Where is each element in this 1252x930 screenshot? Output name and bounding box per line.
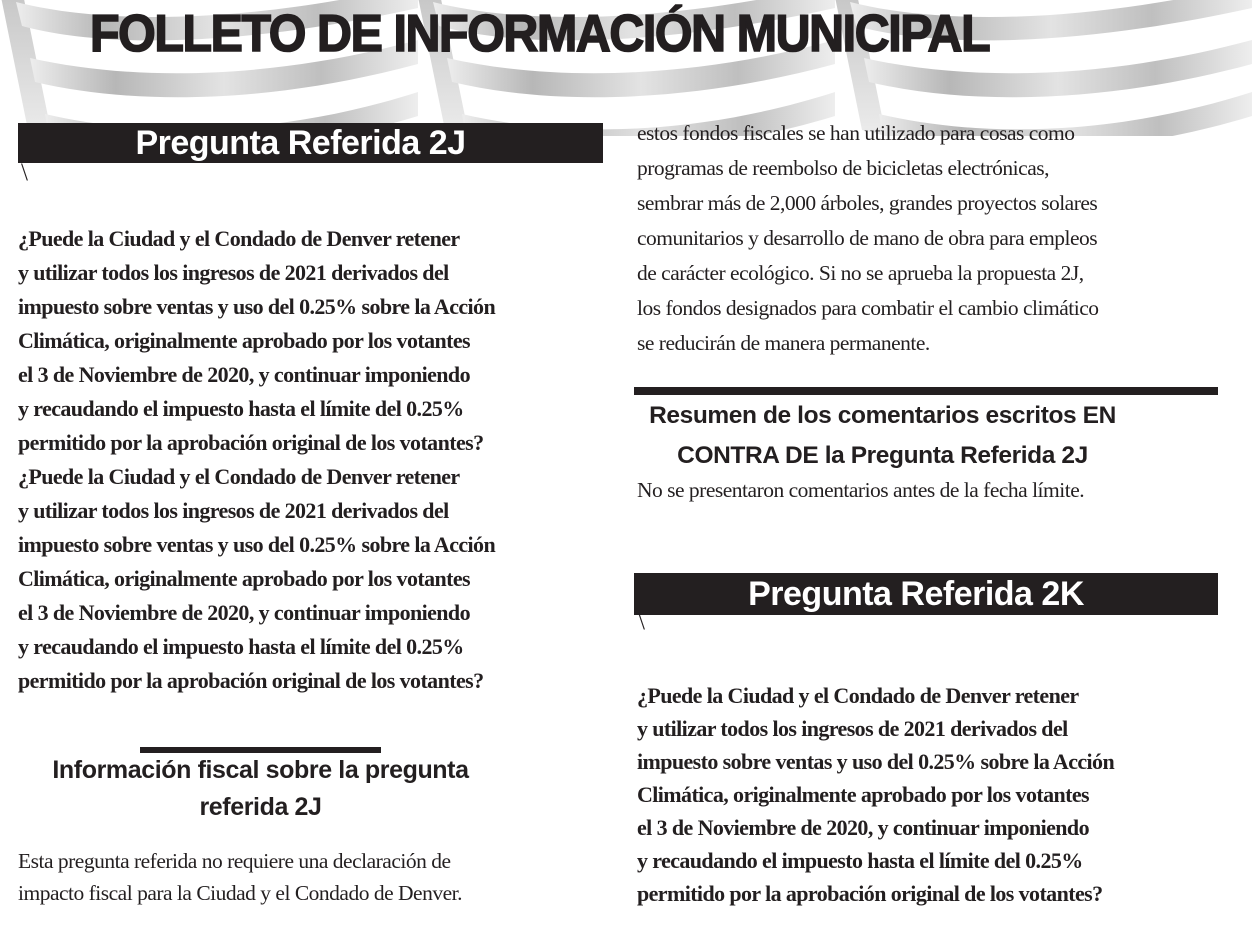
text-line: Climática, originalmente aprobado por los votantes (18, 328, 470, 353)
text-line: el 3 de Noviembre de 2020, y continuar imponiendo (18, 600, 470, 625)
fiscal-info-heading (18, 752, 503, 826)
text-line: Climática, originalmente aprobado por los votantes (18, 566, 470, 591)
stray-backslash-2k: \ (638, 608, 645, 635)
text-line: ¿Puede la Ciudad y el Condado de Denver retener (18, 464, 460, 489)
page-title: FOLLETO DE INFORMACIÓN MUNICIPAL (90, 5, 990, 63)
text-line: y recaudando el impuesto hasta el límite del 0.25% (18, 396, 464, 421)
ballot-question-2j-text (18, 222, 495, 698)
text-line: los fondos designados para combatir el cambio climático (637, 296, 1099, 320)
text-line: comunitarios y desarrollo de mano de obra para empleos (637, 226, 1098, 250)
section-header-2k-label: Pregunta Referida 2K (748, 574, 1084, 613)
fiscal-info-text (18, 845, 462, 909)
text-line: permitido por la aprobación original de los votantes? (18, 668, 484, 693)
text-line: impacto fiscal para la Ciudad y el Condado de Denver. (18, 881, 462, 905)
text-line: Esta pregunta referida no requiere una declaración de (18, 849, 451, 873)
section-header-2j-label: Pregunta Referida 2J (135, 123, 466, 162)
text-line: estos fondos fiscales se han utilizado para cosas como (637, 121, 1075, 145)
comments-continuation-text (637, 116, 1099, 361)
text-line: Información fiscal sobre la pregunta (52, 756, 469, 784)
text-line: Resumen de los comentarios escritos EN (649, 402, 1116, 429)
text-line: y utilizar todos los ingresos de 2021 derivados del (18, 260, 449, 285)
text-line: permitido por la aprobación original de los votantes? (18, 430, 484, 455)
text-line: No se presentaron comentarios antes de la fecha límite. (637, 478, 1085, 502)
against-comments-rule (634, 387, 1218, 395)
text-line: referida 2J (199, 793, 322, 821)
text-line: ¿Puede la Ciudad y el Condado de Denver retener (637, 683, 1079, 708)
text-line: y utilizar todos los ingresos de 2021 derivados del (18, 498, 449, 523)
text-line: impuesto sobre ventas y uso del 0.25% sobre la Acción (18, 294, 496, 319)
against-comments-text (637, 474, 1084, 506)
text-line: permitido por la aprobación original de los votantes? (637, 881, 1103, 906)
against-comments-heading (635, 396, 1130, 476)
text-line: de carácter ecológico. Si no se aprueba la propuesta 2J, (637, 261, 1084, 285)
ballot-question-2k-text (637, 679, 1114, 910)
text-line: se reducirán de manera permanente. (637, 331, 930, 355)
text-line: ¿Puede la Ciudad y el Condado de Denver retener (18, 226, 460, 251)
section-header-2k (634, 573, 1218, 615)
text-line: programas de reembolso de bicicletas electrónicas, (637, 156, 1049, 180)
text-line: CONTRA DE la Pregunta Referida 2J (677, 442, 1088, 469)
text-line: el 3 de Noviembre de 2020, y continuar imponiendo (637, 815, 1089, 840)
section-header-2j (18, 123, 603, 163)
text-line: y recaudando el impuesto hasta el límite del 0.25% (637, 848, 1083, 873)
text-line: Climática, originalmente aprobado por los votantes (637, 782, 1089, 807)
text-line: impuesto sobre ventas y uso del 0.25% sobre la Acción (637, 749, 1115, 774)
text-line: impuesto sobre ventas y uso del 0.25% sobre la Acción (18, 532, 496, 557)
text-line: sembrar más de 2,000 árboles, grandes proyectos solares (637, 191, 1098, 215)
text-line: el 3 de Noviembre de 2020, y continuar imponiendo (18, 362, 470, 387)
text-line: y recaudando el impuesto hasta el límite del 0.25% (18, 634, 464, 659)
text-line: y utilizar todos los ingresos de 2021 derivados del (637, 716, 1068, 741)
stray-backslash-2j: \ (21, 159, 28, 186)
